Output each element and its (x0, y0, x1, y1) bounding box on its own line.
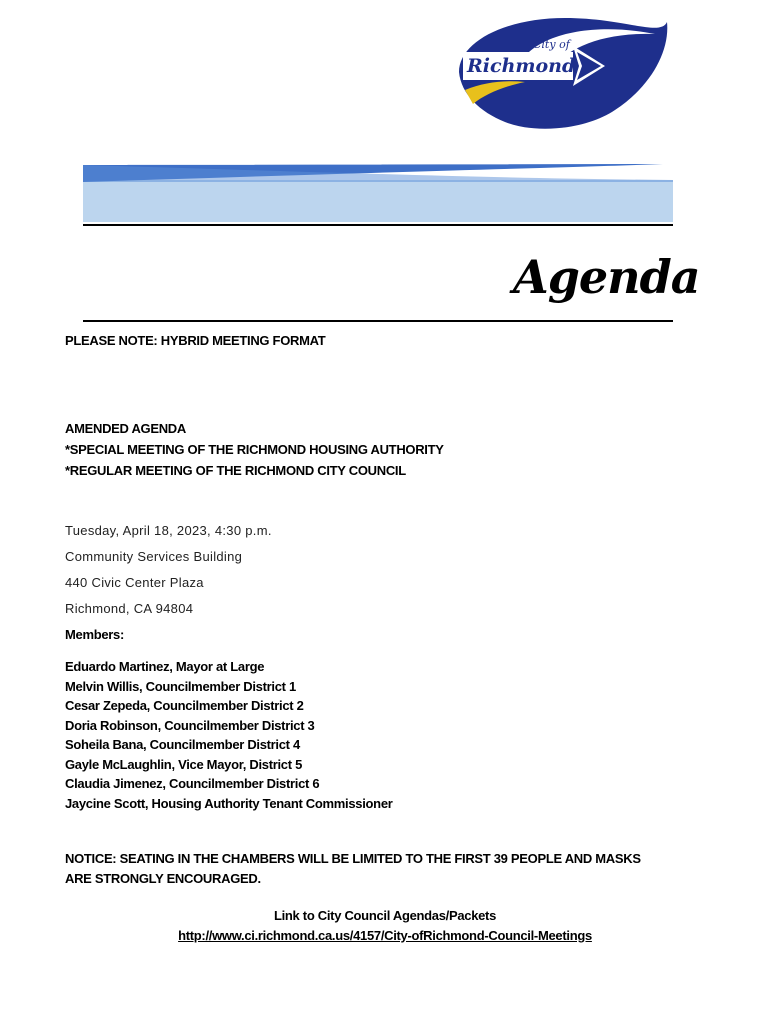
notice-line-1: NOTICE: SEATING IN THE CHAMBERS WILL BE LIMITED TO THE FIRST 39 PEOPLE AND MASKS (65, 851, 641, 866)
meeting-city: Richmond, CA 94804 (65, 601, 194, 616)
list-item: Cesar Zepeda, Councilmember District 2 (65, 698, 304, 713)
city-of-richmond-logo (455, 12, 675, 132)
header-banner (83, 160, 673, 230)
list-item: Melvin Willis, Councilmember District 1 (65, 678, 296, 694)
agenda-link[interactable]: http://www.ci.richmond.ca.us/4157/City-ofRichmond-Council-Meetings (178, 928, 592, 943)
list-item: Gayle McLaughlin, Vice Mayor, District 5 (65, 756, 303, 772)
list-item: Jaycine Scott, Housing Authority Tenant Commissioner (65, 795, 393, 811)
amended-agenda-heading: AMENDED AGENDA (65, 421, 186, 436)
list-item: Soheila Bana, Councilmember District 4 (65, 737, 300, 752)
list-item: Eduardo Martinez, Mayor at Large (65, 659, 265, 674)
agenda-title: Agenda (513, 250, 700, 304)
logo-city-of-text: City of (533, 38, 570, 51)
agenda-rule (83, 320, 673, 322)
list-item: Doria Robinson, Councilmember District 3 (65, 717, 315, 733)
special-meeting-line: *SPECIAL MEETING OF THE RICHMOND HOUSING AUTHORITY (65, 442, 444, 457)
header-rule (83, 224, 673, 226)
logo-richmond-text: Richmond (467, 55, 576, 77)
hybrid-meeting-note: PLEASE NOTE: HYBRID MEETING FORMAT (65, 333, 326, 348)
list-item: Claudia Jimenez, Councilmember District 6 (65, 776, 320, 791)
agenda-link-label: Link to City Council Agendas/Packets (273, 908, 497, 923)
amended-agenda-block (65, 418, 444, 481)
agenda-link-block (65, 906, 705, 946)
regular-meeting-line: *REGULAR MEETING OF THE RICHMOND CITY COUNCIL (65, 463, 406, 478)
meeting-address: 440 Civic Center Plaza (65, 575, 204, 590)
meeting-building: Community Services Building (65, 549, 243, 564)
meeting-details (65, 518, 272, 622)
members-heading: Members: (65, 627, 125, 642)
notice-line-2: ARE STRONGLY ENCOURAGED. (65, 871, 261, 886)
meeting-datetime: Tuesday, April 18, 2023, 4:30 p.m. (65, 523, 272, 538)
seating-notice (65, 849, 715, 889)
members-list (65, 657, 393, 813)
